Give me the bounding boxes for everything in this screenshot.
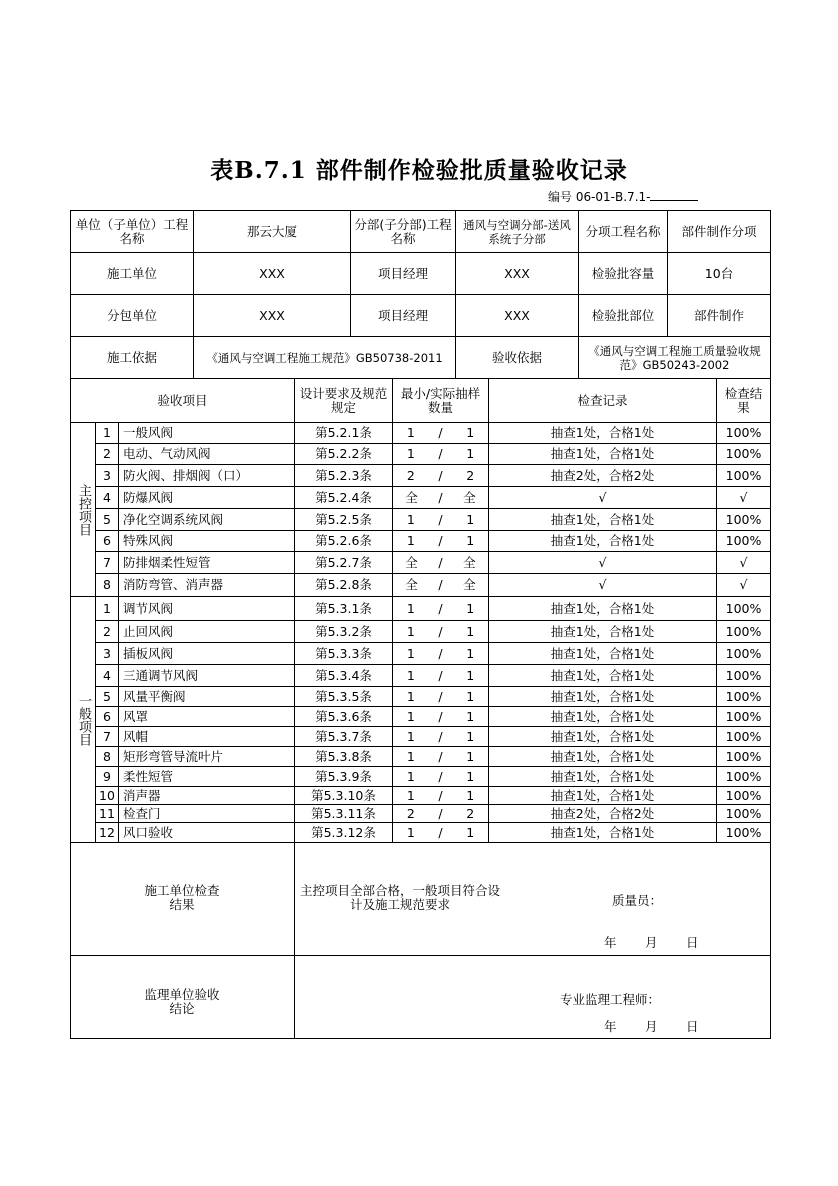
general-item-row-result: 100% (716, 620, 771, 643)
sample-sep: / (438, 446, 443, 461)
column-record-header: 检查记录 (488, 378, 717, 423)
main-item-row-spec: 第5.2.3条 (294, 464, 393, 487)
construction-day-label: 日 (686, 935, 699, 950)
sample-sep: / (438, 425, 443, 440)
sample-min: 全 (405, 554, 418, 570)
supervision-day-label: 日 (686, 1019, 699, 1034)
general-item-row-record: 抽查1处，合格1处 (488, 726, 717, 747)
sample-min: 1 (406, 768, 415, 784)
general-item-row-spec: 第5.3.9条 (294, 766, 393, 787)
general-item-row-record: 抽查2处，合格2处 (488, 804, 717, 823)
general-item-row-name: 检查门 (118, 804, 295, 823)
header-r2-division-label: 项目经理 (350, 252, 456, 295)
sample-min: 1 (406, 600, 415, 616)
sample-sep: / (438, 533, 443, 548)
supervision-check-label: 监理单位验收结论 (144, 987, 220, 1016)
main-item-row-number: 3 (95, 464, 119, 487)
header-r3-unit-value: XXX (193, 294, 351, 337)
main-item-row-name: 防爆风阀 (118, 486, 295, 509)
main-item-row-result: 100% (716, 530, 771, 552)
general-item-row-sample (392, 746, 489, 767)
sample-sep: / (438, 554, 443, 570)
sample-actual: 全 (463, 554, 476, 570)
sample-min: 1 (406, 787, 415, 803)
sample-actual: 1 (466, 748, 475, 764)
general-item-row-name: 调节风阀 (118, 596, 295, 621)
header-r2-division-value: XXX (455, 252, 579, 295)
sample-actual: 1 (466, 511, 475, 527)
general-item-row-spec: 第5.3.5条 (294, 686, 393, 707)
sample-actual: 1 (466, 708, 475, 724)
general-item-row-sample (392, 706, 489, 727)
header-r1-subitem-value: 部件制作分项 (667, 210, 771, 253)
sample-min: 1 (406, 511, 415, 527)
main-item-row-number: 1 (95, 422, 119, 444)
sample-actual: 1 (466, 645, 475, 661)
general-item-row-sample (392, 620, 489, 643)
main-item-row-record: √ (488, 551, 717, 574)
general-item-row-spec: 第5.3.6条 (294, 706, 393, 727)
general-item-row-result: 100% (716, 786, 771, 805)
general-item-row-result: 100% (716, 766, 771, 787)
general-item-row-spec: 第5.3.7条 (294, 726, 393, 747)
general-item-row-number: 1 (95, 596, 119, 621)
general-item-row-result: 100% (716, 642, 771, 665)
header-r1-division-label: 分部(子分部)工程名称 (350, 210, 456, 253)
general-item-row-number: 2 (95, 620, 119, 643)
column-sample-header: 最小/实际抽样数量 (392, 378, 489, 423)
construction-year-label: 年 (604, 935, 617, 950)
main-item-row-name: 特殊风阀 (118, 530, 295, 552)
general-item-row-number: 7 (95, 726, 119, 747)
sample-sep: / (438, 768, 443, 784)
general-item-row-record: 抽查1处，合格1处 (488, 746, 717, 767)
general-item-row-number: 9 (95, 766, 119, 787)
acceptance-basis-label: 验收依据 (455, 336, 579, 379)
general-item-row-result: 100% (716, 664, 771, 687)
main-item-row-result: √ (716, 486, 771, 509)
general-item-row-spec: 第5.3.2条 (294, 620, 393, 643)
sample-min: 1 (406, 824, 415, 840)
main-item-row-record: 抽查1处，合格1处 (488, 443, 717, 465)
sample-actual: 1 (466, 446, 475, 461)
header-r3-subitem-label: 检验批部位 (578, 294, 668, 337)
main-item-row-spec: 第5.2.7条 (294, 551, 393, 574)
general-item-row-name: 插板风阀 (118, 642, 295, 665)
main-item-row-spec: 第5.2.4条 (294, 486, 393, 509)
header-r2-unit-label: 施工单位 (70, 252, 194, 295)
general-item-row-sample (392, 596, 489, 621)
general-item-row-result: 100% (716, 822, 771, 843)
main-item-row-name: 防排烟柔性短管 (118, 551, 295, 574)
general-item-row-spec: 第5.3.11条 (294, 804, 393, 823)
sample-min: 1 (406, 708, 415, 724)
main-item-row-result: √ (716, 573, 771, 597)
construction-check-conclusion: 主控项目全部合格，一般项目符合设计及施工规范要求 (299, 883, 500, 912)
main-item-row-record: √ (488, 573, 717, 597)
general-item-row-record: 抽查1处，合格1处 (488, 620, 717, 643)
construction-month-label: 月 (645, 935, 658, 950)
general-item-row-name: 矩形弯管导流叶片 (118, 746, 295, 767)
construction-basis-value: 《通风与空调工程施工规范》GB50738-2011 (193, 336, 456, 379)
main-item-row-spec: 第5.2.8条 (294, 573, 393, 597)
acceptance-basis-value: 《通风与空调工程施工质量验收规范》GB50243-2002 (578, 336, 771, 379)
main-item-row-result: 100% (716, 464, 771, 487)
general-item-row-number: 11 (95, 804, 119, 823)
header-r3-unit-label: 分包单位 (70, 294, 194, 337)
main-item-row-record: 抽查1处，合格1处 (488, 422, 717, 444)
sample-actual: 全 (463, 577, 476, 592)
general-item-row-result: 100% (716, 686, 771, 707)
page-title: 表B.7.1 部件制作检验批质量验收记录 (210, 157, 628, 184)
main-item-row-sample (392, 508, 489, 531)
main-item-row-spec: 第5.2.5条 (294, 508, 393, 531)
general-item-row-number: 6 (95, 706, 119, 727)
general-item-row-sample (392, 642, 489, 665)
general-item-row-name: 消声器 (118, 786, 295, 805)
general-item-row-number: 10 (95, 786, 119, 805)
supervision-year-label: 年 (604, 1019, 617, 1034)
main-item-row-spec: 第5.2.6条 (294, 530, 393, 552)
general-item-row-spec: 第5.3.1条 (294, 596, 393, 621)
sample-actual: 1 (466, 623, 475, 639)
general-item-row-record: 抽查1处，合格1处 (488, 664, 717, 687)
sample-sep: / (438, 787, 443, 803)
main-item-row-name: 净化空调系统风阀 (118, 508, 295, 531)
main-item-row-name: 一般风阀 (118, 422, 295, 444)
general-item-row-name: 风口验收 (118, 822, 295, 843)
general-item-row-spec: 第5.3.8条 (294, 746, 393, 767)
sample-min: 1 (406, 688, 415, 704)
main-item-row-name: 电动、气动风阀 (118, 443, 295, 465)
general-item-row-number: 5 (95, 686, 119, 707)
sample-sep: / (438, 600, 443, 616)
header-r1-division-value: 通风与空调分部-送风系统子分部 (455, 210, 579, 253)
sample-min: 2 (406, 467, 415, 483)
general-item-row-spec: 第5.3.10条 (294, 786, 393, 805)
general-item-row-name: 风帽 (118, 726, 295, 747)
supervision-month-label: 月 (645, 1019, 658, 1034)
general-item-row-spec: 第5.3.4条 (294, 664, 393, 687)
sample-sep: / (438, 467, 443, 483)
general-item-row-sample (392, 804, 489, 823)
main-item-row-name: 防火阀、排烟阀（口） (118, 464, 295, 487)
main-item-row-record: 抽查1处，合格1处 (488, 508, 717, 531)
main-item-row-sample (392, 530, 489, 552)
general-item-row-record: 抽查1处，合格1处 (488, 786, 717, 805)
sample-actual: 1 (466, 533, 475, 548)
sample-min: 全 (405, 489, 418, 505)
sample-actual: 1 (466, 728, 475, 744)
general-item-row-sample (392, 786, 489, 805)
general-item-row-name: 三通调节风阀 (118, 664, 295, 687)
sample-sep: / (438, 645, 443, 661)
header-r3-division-label: 项目经理 (350, 294, 456, 337)
general-item-row-record: 抽查1处，合格1处 (488, 642, 717, 665)
general-item-row-number: 12 (95, 822, 119, 843)
main-item-row-sample (392, 443, 489, 465)
supervising-engineer-label: 专业监理工程师： (560, 992, 661, 1007)
sample-min: 1 (406, 446, 415, 461)
general-item-row-record: 抽查1处，合格1处 (488, 596, 717, 621)
sample-actual: 全 (463, 489, 476, 505)
sample-sep: / (438, 577, 443, 592)
sample-min: 2 (406, 805, 415, 821)
general-item-row-name: 风量平衡阀 (118, 686, 295, 707)
sample-min: 1 (406, 667, 415, 683)
sample-min: 1 (406, 533, 415, 548)
sample-min: 1 (406, 728, 415, 744)
general-item-row-sample (392, 686, 489, 707)
column-result-header: 检查结果 (716, 378, 771, 423)
sample-actual: 1 (466, 600, 475, 616)
general-item-row-result: 100% (716, 706, 771, 727)
quality-inspector-label: 质量员： (612, 893, 663, 908)
sample-sep: / (438, 511, 443, 527)
main-item-row-sample (392, 486, 489, 509)
column-spec-header: 设计要求及规范规定 (294, 378, 393, 423)
supervision-check-content-cell (294, 955, 771, 1039)
main-item-row-sample (392, 464, 489, 487)
general-item-row-number: 8 (95, 746, 119, 767)
sample-actual: 2 (466, 467, 475, 483)
main-item-row-result: 100% (716, 508, 771, 531)
document-number (548, 188, 698, 205)
header-r2-subitem-label: 检验批容量 (578, 252, 668, 295)
sample-actual: 1 (466, 688, 475, 704)
main-item-row-record: √ (488, 486, 717, 509)
general-item-row-spec: 第5.3.12条 (294, 822, 393, 843)
general-item-row-record: 抽查1处，合格1处 (488, 686, 717, 707)
construction-check-label: 施工单位检查结果 (144, 883, 220, 912)
general-item-row-result: 100% (716, 726, 771, 747)
main-item-row-number: 6 (95, 530, 119, 552)
general-item-row-sample (392, 726, 489, 747)
sample-sep: / (438, 688, 443, 704)
column-item-header: 验收项目 (70, 378, 295, 423)
general-item-row-sample (392, 766, 489, 787)
sample-min: 1 (406, 748, 415, 764)
main-items-group-label: 主控项目 (70, 422, 96, 597)
general-item-row-record: 抽查1处，合格1处 (488, 822, 717, 843)
main-item-row-number: 8 (95, 573, 119, 597)
header-r2-unit-value: XXX (193, 252, 351, 295)
document-number-blank[interactable] (650, 189, 698, 201)
sample-min: 1 (406, 645, 415, 661)
main-item-row-number: 7 (95, 551, 119, 574)
sample-actual: 1 (466, 425, 475, 440)
document-number-label: 编号 06-01-B.7.1- (548, 190, 651, 204)
header-r1-unit-value: 那云大厦 (193, 210, 351, 253)
sample-actual: 2 (466, 805, 475, 821)
sample-sep: / (438, 623, 443, 639)
sample-sep: / (438, 824, 443, 840)
sample-sep: / (438, 667, 443, 683)
general-item-row-result: 100% (716, 746, 771, 767)
main-item-row-result: √ (716, 551, 771, 574)
header-r1-unit-label: 单位（子单位）工程名称 (70, 210, 194, 253)
header-r3-subitem-value: 部件制作 (667, 294, 771, 337)
main-item-row-number: 2 (95, 443, 119, 465)
general-item-row-sample (392, 822, 489, 843)
main-item-row-number: 4 (95, 486, 119, 509)
general-item-row-name: 止回风阀 (118, 620, 295, 643)
sample-actual: 1 (466, 667, 475, 683)
header-r1-subitem-label: 分项工程名称 (578, 210, 668, 253)
main-item-row-sample (392, 573, 489, 597)
sample-sep: / (438, 708, 443, 724)
general-item-row-record: 抽查1处，合格1处 (488, 766, 717, 787)
main-item-row-name: 消防弯管、消声器 (118, 573, 295, 597)
main-item-row-result: 100% (716, 422, 771, 444)
general-item-row-record: 抽查1处，合格1处 (488, 706, 717, 727)
sample-min: 全 (405, 577, 418, 592)
general-item-row-name: 风罩 (118, 706, 295, 727)
header-r2-subitem-value: 10台 (667, 252, 771, 295)
main-item-row-spec: 第5.2.2条 (294, 443, 393, 465)
sample-actual: 1 (466, 768, 475, 784)
sample-actual: 1 (466, 824, 475, 840)
basis-label: 施工依据 (70, 336, 194, 379)
sample-actual: 1 (466, 787, 475, 803)
main-item-row-result: 100% (716, 443, 771, 465)
sample-sep: / (438, 489, 443, 505)
main-item-row-sample (392, 551, 489, 574)
general-items-group-label: 一般项目 (70, 596, 96, 843)
general-item-row-spec: 第5.3.3条 (294, 642, 393, 665)
sample-sep: / (438, 748, 443, 764)
general-item-row-number: 4 (95, 664, 119, 687)
sample-sep: / (438, 805, 443, 821)
main-item-row-sample (392, 422, 489, 444)
sample-sep: / (438, 728, 443, 744)
general-item-row-result: 100% (716, 596, 771, 621)
general-item-row-result: 100% (716, 804, 771, 823)
sample-min: 1 (406, 623, 415, 639)
main-item-row-spec: 第5.2.1条 (294, 422, 393, 444)
general-item-row-sample (392, 664, 489, 687)
general-item-row-number: 3 (95, 642, 119, 665)
general-item-row-name: 柔性短管 (118, 766, 295, 787)
header-r3-division-value: XXX (455, 294, 579, 337)
main-item-row-record: 抽查2处，合格2处 (488, 464, 717, 487)
sample-min: 1 (406, 425, 415, 440)
main-item-row-number: 5 (95, 508, 119, 531)
main-item-row-record: 抽查1处，合格1处 (488, 530, 717, 552)
